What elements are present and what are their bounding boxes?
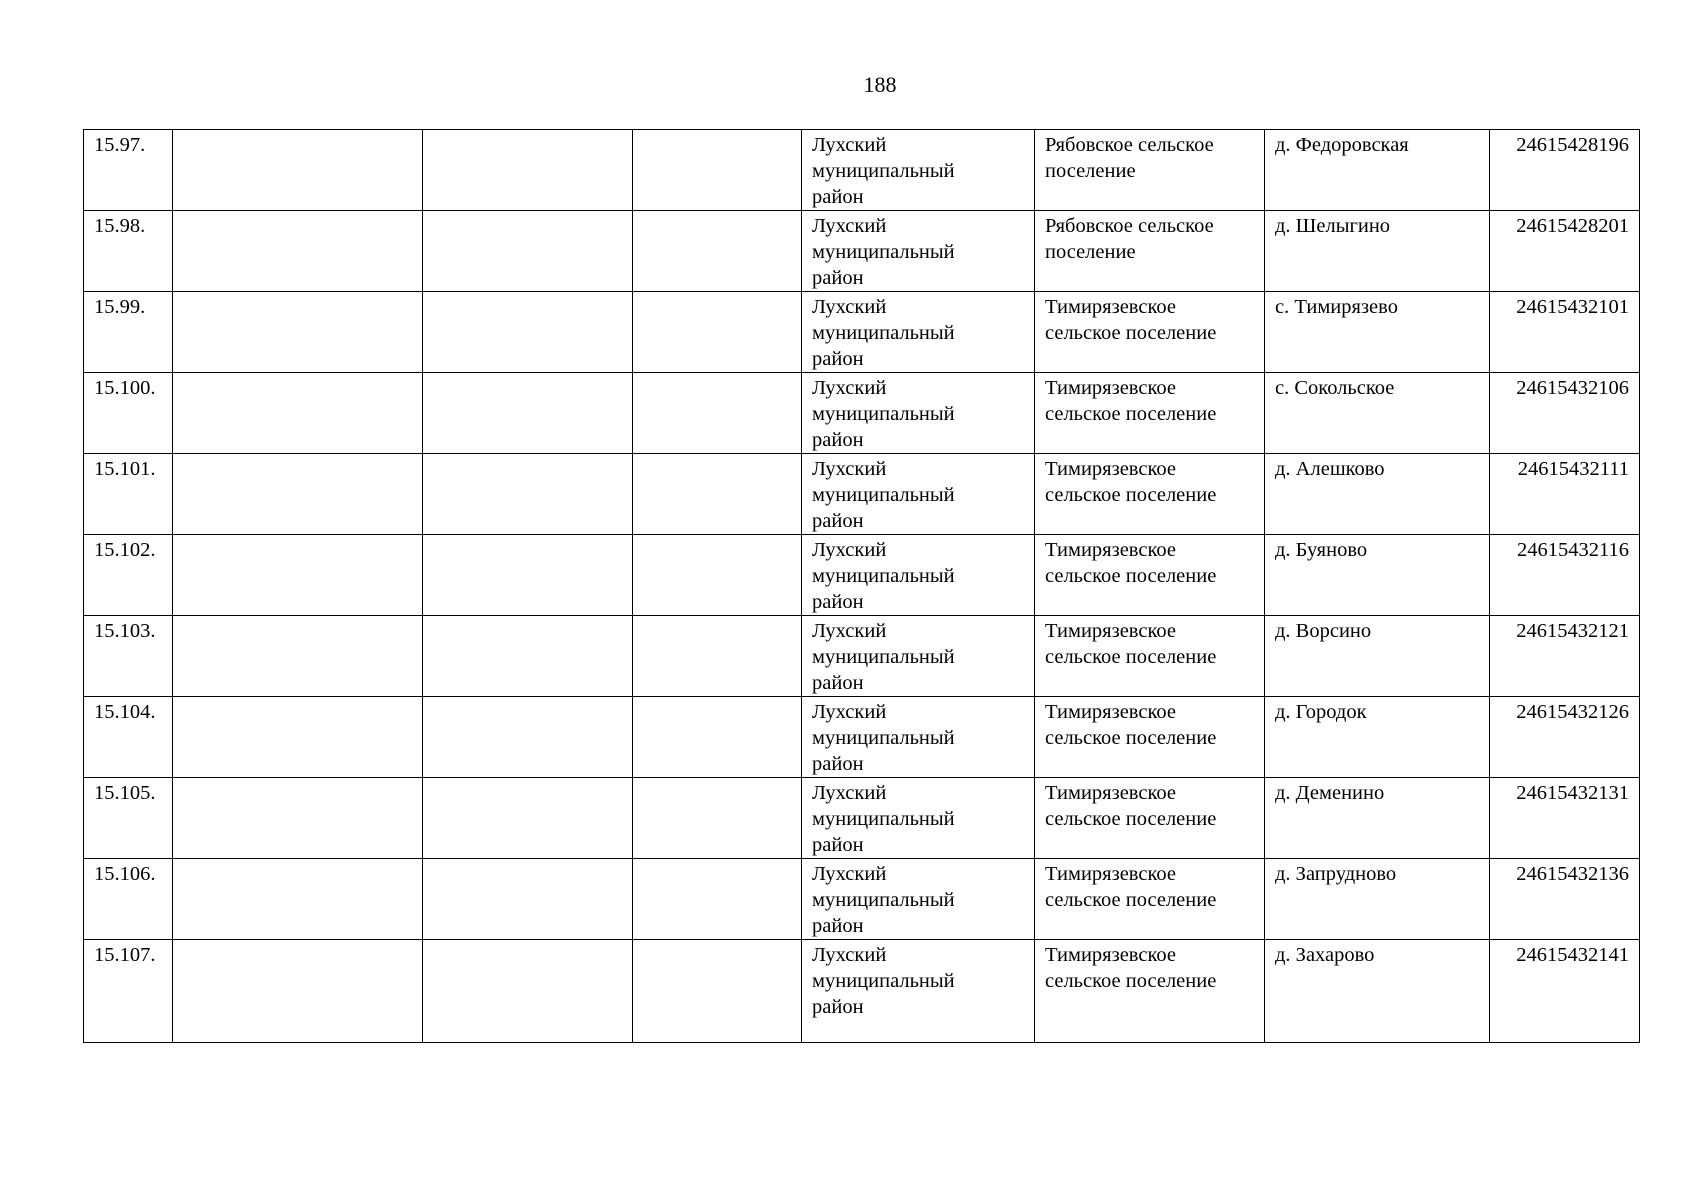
locality-cell: д. Федоровская bbox=[1265, 130, 1490, 211]
row-number-cell: 15.98. bbox=[84, 211, 173, 292]
empty-cell bbox=[173, 535, 423, 616]
district-line: муниципальный bbox=[812, 808, 955, 830]
row-number-cell: 15.103. bbox=[84, 616, 173, 697]
district-line: район bbox=[812, 186, 864, 208]
district-line: Лухский bbox=[812, 863, 887, 885]
district-line: муниципальный bbox=[812, 565, 955, 587]
settlement-line: Тимирязевское bbox=[1045, 539, 1176, 561]
settlement-line: Тимирязевское bbox=[1045, 782, 1176, 804]
locality-cell: д. Запрудново bbox=[1265, 859, 1490, 940]
empty-cell bbox=[633, 373, 802, 454]
empty-cell bbox=[423, 535, 633, 616]
table-row bbox=[84, 130, 1640, 211]
district-line: муниципальный bbox=[812, 646, 955, 668]
settlement-line: сельское поселение bbox=[1045, 808, 1217, 830]
district-line: район bbox=[812, 591, 864, 613]
settlement-cell bbox=[1035, 292, 1265, 373]
settlement-line: Тимирязевское bbox=[1045, 296, 1176, 318]
settlement-line: сельское поселение bbox=[1045, 889, 1217, 911]
row-number-cell: 15.105. bbox=[84, 778, 173, 859]
district-line: муниципальный bbox=[812, 322, 955, 344]
district-line: муниципальный bbox=[812, 484, 955, 506]
oktmo-code-cell: 24615432111 bbox=[1490, 454, 1640, 535]
settlement-line: Рябовское сельское bbox=[1045, 134, 1214, 156]
row-number-cell: 15.100. bbox=[84, 373, 173, 454]
empty-cell bbox=[423, 778, 633, 859]
row-number-cell: 15.97. bbox=[84, 130, 173, 211]
settlement-line: Тимирязевское bbox=[1045, 458, 1176, 480]
district-line: Лухский bbox=[812, 458, 887, 480]
district-line: Лухский bbox=[812, 620, 887, 642]
table-row bbox=[84, 859, 1640, 940]
district-line: район bbox=[812, 753, 864, 775]
empty-cell bbox=[173, 778, 423, 859]
locality-cell: с. Тимирязево bbox=[1265, 292, 1490, 373]
empty-cell bbox=[423, 292, 633, 373]
empty-cell bbox=[173, 940, 423, 1043]
empty-cell bbox=[423, 373, 633, 454]
empty-cell bbox=[633, 940, 802, 1043]
table-row bbox=[84, 778, 1640, 859]
locality-cell: с. Сокольское bbox=[1265, 373, 1490, 454]
table-row bbox=[84, 292, 1640, 373]
table-row bbox=[84, 697, 1640, 778]
locality-cell: д. Ворсино bbox=[1265, 616, 1490, 697]
settlement-cell bbox=[1035, 940, 1265, 1043]
empty-cell bbox=[173, 130, 423, 211]
settlement-line: поселение bbox=[1045, 241, 1136, 263]
settlement-cell bbox=[1035, 616, 1265, 697]
empty-cell bbox=[633, 859, 802, 940]
locality-cell: д. Захарово bbox=[1265, 940, 1490, 1043]
district-cell bbox=[802, 859, 1035, 940]
settlement-line: Тимирязевское bbox=[1045, 701, 1176, 723]
district-line: район bbox=[812, 429, 864, 451]
locality-cell: д. Алешково bbox=[1265, 454, 1490, 535]
district-line: Лухский bbox=[812, 944, 887, 966]
settlement-line: Тимирязевское bbox=[1045, 377, 1176, 399]
table-row bbox=[84, 454, 1640, 535]
empty-cell bbox=[633, 130, 802, 211]
locality-cell: д. Буяново bbox=[1265, 535, 1490, 616]
district-cell bbox=[802, 616, 1035, 697]
settlement-cell bbox=[1035, 373, 1265, 454]
empty-cell bbox=[173, 859, 423, 940]
district-line: Лухский bbox=[812, 701, 887, 723]
district-cell bbox=[802, 697, 1035, 778]
empty-cell bbox=[633, 454, 802, 535]
settlement-cell bbox=[1035, 211, 1265, 292]
oktmo-code-cell: 24615428201 bbox=[1490, 211, 1640, 292]
empty-cell bbox=[633, 211, 802, 292]
empty-cell bbox=[633, 778, 802, 859]
district-line: район bbox=[812, 348, 864, 370]
district-line: Лухский bbox=[812, 215, 887, 237]
district-line: район bbox=[812, 267, 864, 289]
district-line: муниципальный bbox=[812, 889, 955, 911]
page-number: 188 bbox=[863, 72, 897, 97]
settlement-cell bbox=[1035, 454, 1265, 535]
district-line: муниципальный bbox=[812, 241, 955, 263]
oktmo-code-cell: 24615432131 bbox=[1490, 778, 1640, 859]
settlement-line: Тимирязевское bbox=[1045, 944, 1176, 966]
empty-cell bbox=[633, 535, 802, 616]
empty-cell bbox=[633, 292, 802, 373]
settlement-cell bbox=[1035, 859, 1265, 940]
settlement-line: Тимирязевское bbox=[1045, 620, 1176, 642]
oktmo-code-cell: 24615432141 bbox=[1490, 940, 1640, 1043]
district-line: Лухский bbox=[812, 296, 887, 318]
empty-cell bbox=[423, 130, 633, 211]
district-line: Лухский bbox=[812, 377, 887, 399]
empty-cell bbox=[633, 616, 802, 697]
district-cell bbox=[802, 130, 1035, 211]
empty-cell bbox=[423, 697, 633, 778]
row-number-cell: 15.106. bbox=[84, 859, 173, 940]
settlement-line: сельское поселение bbox=[1045, 403, 1217, 425]
empty-cell bbox=[173, 373, 423, 454]
empty-cell bbox=[173, 211, 423, 292]
settlement-line: сельское поселение bbox=[1045, 646, 1217, 668]
empty-cell bbox=[173, 454, 423, 535]
settlement-line: сельское поселение bbox=[1045, 484, 1217, 506]
district-cell bbox=[802, 373, 1035, 454]
district-line: муниципальный bbox=[812, 160, 955, 182]
district-cell bbox=[802, 778, 1035, 859]
oktmo-code-cell: 24615432116 bbox=[1490, 535, 1640, 616]
district-line: муниципальный bbox=[812, 970, 955, 992]
table-row bbox=[84, 535, 1640, 616]
district-line: район bbox=[812, 996, 864, 1018]
settlement-line: сельское поселение bbox=[1045, 727, 1217, 749]
empty-cell bbox=[173, 292, 423, 373]
district-line: Лухский bbox=[812, 134, 887, 156]
district-cell bbox=[802, 535, 1035, 616]
empty-cell bbox=[173, 616, 423, 697]
registry-table bbox=[83, 129, 1640, 1043]
empty-cell bbox=[423, 940, 633, 1043]
oktmo-code-cell: 24615432101 bbox=[1490, 292, 1640, 373]
row-number-cell: 15.102. bbox=[84, 535, 173, 616]
district-line: муниципальный bbox=[812, 727, 955, 749]
district-cell bbox=[802, 211, 1035, 292]
empty-cell bbox=[423, 211, 633, 292]
empty-cell bbox=[173, 697, 423, 778]
table-row bbox=[84, 940, 1640, 1043]
settlement-line: сельское поселение bbox=[1045, 565, 1217, 587]
row-number-cell: 15.107. bbox=[84, 940, 173, 1043]
locality-cell: д. Шелыгино bbox=[1265, 211, 1490, 292]
oktmo-code-cell: 24615432136 bbox=[1490, 859, 1640, 940]
district-line: Лухский bbox=[812, 539, 887, 561]
oktmo-code-cell: 24615432106 bbox=[1490, 373, 1640, 454]
district-line: Лухский bbox=[812, 782, 887, 804]
row-number-cell: 15.99. bbox=[84, 292, 173, 373]
table-row bbox=[84, 616, 1640, 697]
row-number-cell: 15.104. bbox=[84, 697, 173, 778]
row-number-cell: 15.101. bbox=[84, 454, 173, 535]
settlement-cell bbox=[1035, 130, 1265, 211]
oktmo-code-cell: 24615432126 bbox=[1490, 697, 1640, 778]
settlement-cell bbox=[1035, 697, 1265, 778]
settlement-line: сельское поселение bbox=[1045, 970, 1217, 992]
empty-cell bbox=[423, 859, 633, 940]
district-line: район bbox=[812, 915, 864, 937]
oktmo-code-cell: 24615432121 bbox=[1490, 616, 1640, 697]
district-line: район bbox=[812, 510, 864, 532]
registry-table-body bbox=[84, 130, 1640, 1043]
locality-cell: д. Деменино bbox=[1265, 778, 1490, 859]
table-row bbox=[84, 211, 1640, 292]
settlement-cell bbox=[1035, 778, 1265, 859]
empty-cell bbox=[423, 454, 633, 535]
district-cell bbox=[802, 292, 1035, 373]
settlement-line: сельское поселение bbox=[1045, 322, 1217, 344]
district-line: муниципальный bbox=[812, 403, 955, 425]
settlement-cell bbox=[1035, 535, 1265, 616]
district-cell bbox=[802, 454, 1035, 535]
settlement-line: Рябовское сельское bbox=[1045, 215, 1214, 237]
oktmo-code-cell: 24615428196 bbox=[1490, 130, 1640, 211]
settlement-line: Тимирязевское bbox=[1045, 863, 1176, 885]
empty-cell bbox=[423, 616, 633, 697]
settlement-line: поселение bbox=[1045, 160, 1136, 182]
district-cell bbox=[802, 940, 1035, 1043]
locality-cell: д. Городок bbox=[1265, 697, 1490, 778]
district-line: район bbox=[812, 672, 864, 694]
district-line: район bbox=[812, 834, 864, 856]
table-row bbox=[84, 373, 1640, 454]
empty-cell bbox=[633, 697, 802, 778]
